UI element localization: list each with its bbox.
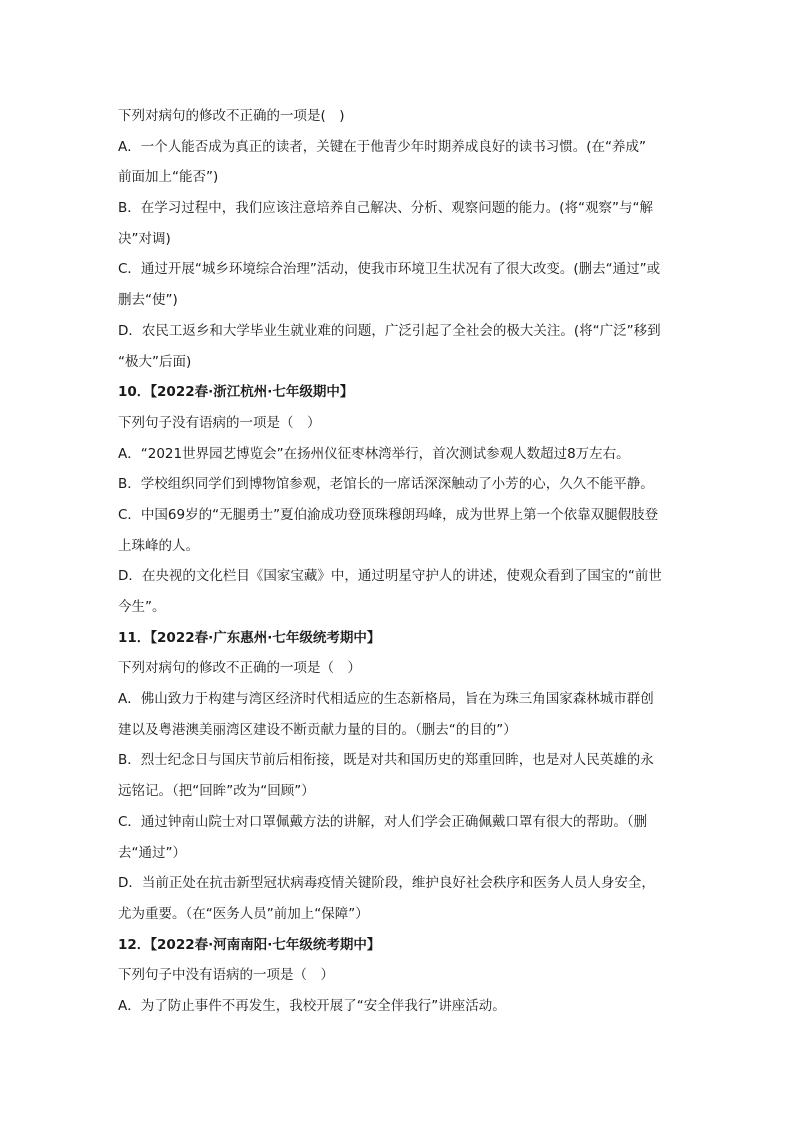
text-line: 今生”。 (118, 599, 166, 615)
text-line: “极大”后面) (118, 353, 192, 370)
text-line: 远铭记。（把“回眸”改为“回顾”） (118, 783, 315, 800)
text-line: A．一个人能否成为真正的读者，关键在于他青少年时期养成良好的读书习惯。(在“养成” (118, 138, 646, 155)
text-line: 上珠峰的人。 (118, 537, 199, 554)
text-line: B．烈士纪念日与国庆节前后相衔接，既是对共和国历史的郑重回眸，也是对人民英雄的永 (118, 752, 654, 769)
text-line: 尤为重要。（在“医务人员”前加上“保障”） (118, 905, 369, 922)
text-line: B．学校组织同学们到博物馆参观，老馆长的一席话深深触动了小芳的心，久久不能平静。 (118, 476, 654, 493)
text-line: A．“2021世界园艺博览会”在扬州仪征枣林湾举行，首次测试参观人数超过8万左右。 (118, 445, 630, 462)
text-line: C．通过钟南山院士对口罩佩戴方法的讲解，对人们学会正确佩戴口罩有很大的帮助。（删 (118, 813, 648, 830)
text-line: D．当前正处在抗击新型冠状病毒疫情关键阶段，维护良好社会秩序和医务人员人身安全， (118, 875, 655, 892)
text-line: B．在学习过程中，我们应该注意培养自己解决、分析、观察问题的能力。(将“观察”与“解 (118, 200, 654, 217)
question-content (118, 101, 678, 1022)
text-line: D．农民工返乡和大学毕业生就业难的问题，广泛引起了全社会的极大关注。(将“广泛”移到 (118, 322, 661, 339)
text-line: 删去“使”) (118, 292, 178, 309)
question-heading: 12．【2022春·河南南阳·七年级统考期中】 (118, 936, 381, 953)
text-line: 下列对病句的修改不正确的一项是( ) (118, 108, 345, 124)
text-line: A．为了防止事件不再发生，我校开展了“安全伴我行”讲座活动。 (118, 997, 506, 1014)
text-line: D．在央视的文化栏目《国家宝藏》中，通过明星守护人的讲述，使观众看到了国宝的“前世 (118, 568, 662, 585)
question-heading: 11．【2022春·广东惠州·七年级统考期中】 (118, 629, 381, 646)
question-heading: 10．【2022春·浙江杭州·七年级期中】 (118, 384, 354, 401)
text-line: 下列句子没有语病的一项是（ ） (118, 414, 321, 431)
text-line: 下列句子中没有语病的一项是（ ） (118, 967, 334, 984)
text-line: C．中国69岁的“无腿勇士”夏伯渝成功登顶珠穆朗玛峰，成为世界上第一个依靠双腿假肢登 (118, 506, 659, 523)
text-line: A．佛山致力于构建与湾区经济时代相适应的生态新格局，旨在为珠三角国家森林城市群创 (118, 691, 654, 708)
text-line: 建以及粤港澳美丽湾区建设不断贡献力量的目的。（删去“的目的”） (118, 721, 517, 738)
text-line: 下列对病句的修改不正确的一项是（ ） (118, 660, 361, 677)
text-line: C．通过开展“城乡环境综合治理”活动，使我市环境卫生状况有了很大改变。(删去“通过”或 (118, 261, 661, 278)
text-line: 决”对调) (118, 230, 171, 247)
text-line: 前面加上“能否”) (118, 169, 219, 186)
text-line: 去“通过”） (118, 844, 186, 861)
